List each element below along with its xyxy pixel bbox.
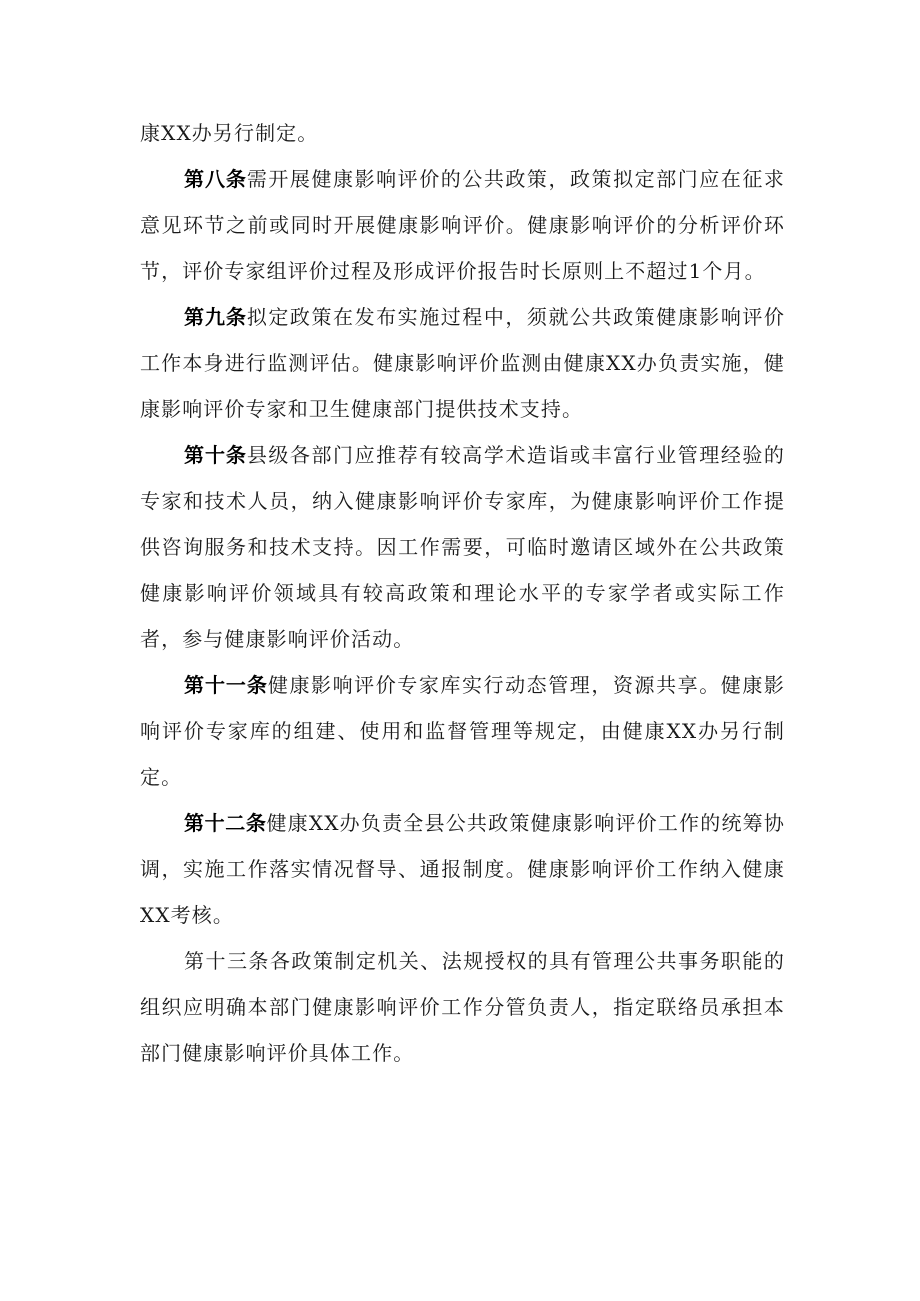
article-13: [140, 938, 785, 1076]
article-text: 第十三条各政策制定机关、法规授权的具有管理公共事务职能的组织应明确本部门健康影响评价工作分管负责人，指定联络员承担本部门健康影响评价具体工作。: [140, 949, 785, 1065]
article-heading: 第八条: [184, 167, 247, 191]
paragraph-continuation: [140, 110, 785, 156]
article-11: [140, 662, 785, 800]
article-text: 健康影响评价专家库实行动态管理，资源共享。健康影响评价专家库的组建、使用和监督管理等规定，由健康XX办另行制定。: [140, 673, 786, 789]
article-heading: 第十条: [184, 443, 247, 467]
article-text: 县级各部门应推荐有较高学术造诣或丰富行业管理经验的专家和技术人员，纳入健康影响评价专家库，为健康影响评价工作提供咨询服务和技术支持。因工作需要，可临时邀请区域外在公共政策健康影响评价领域具有较高政策和理论水平的专家学者或实际工作者，参与健康影响评价活动。: [140, 443, 786, 651]
article-10: [140, 432, 785, 662]
article-text: 拟定政策在发布实施过程中，须就公共政策健康影响评价工作本身进行监测评估。健康影响评价监测由健康XX办负责实施，健康影响评价专家和卫生健康部门提供技术支持。: [140, 305, 786, 421]
article-12: [140, 800, 785, 938]
document-body: [140, 110, 785, 1076]
article-heading: 第九条: [184, 305, 247, 329]
article-8: [140, 156, 785, 294]
article-heading: 第十二条: [184, 811, 267, 835]
article-9: [140, 294, 785, 432]
article-text: 需开展健康影响评价的公共政策，政策拟定部门应在征求意见环节之前或同时开展健康影响评价。健康影响评价的分析评价环节，评价专家组评价过程及形成评价报告时长原则上不超过1个月。: [140, 167, 786, 283]
article-heading: 第十一条: [184, 673, 268, 697]
article-text: 健康XX办负责全县公共政策健康影响评价工作的统筹协调，实施工作落实情况督导、通报制度。健康影响评价工作纳入健康XX考核。: [140, 811, 785, 927]
paragraph-text: 康XX办另行制定。: [140, 121, 319, 145]
